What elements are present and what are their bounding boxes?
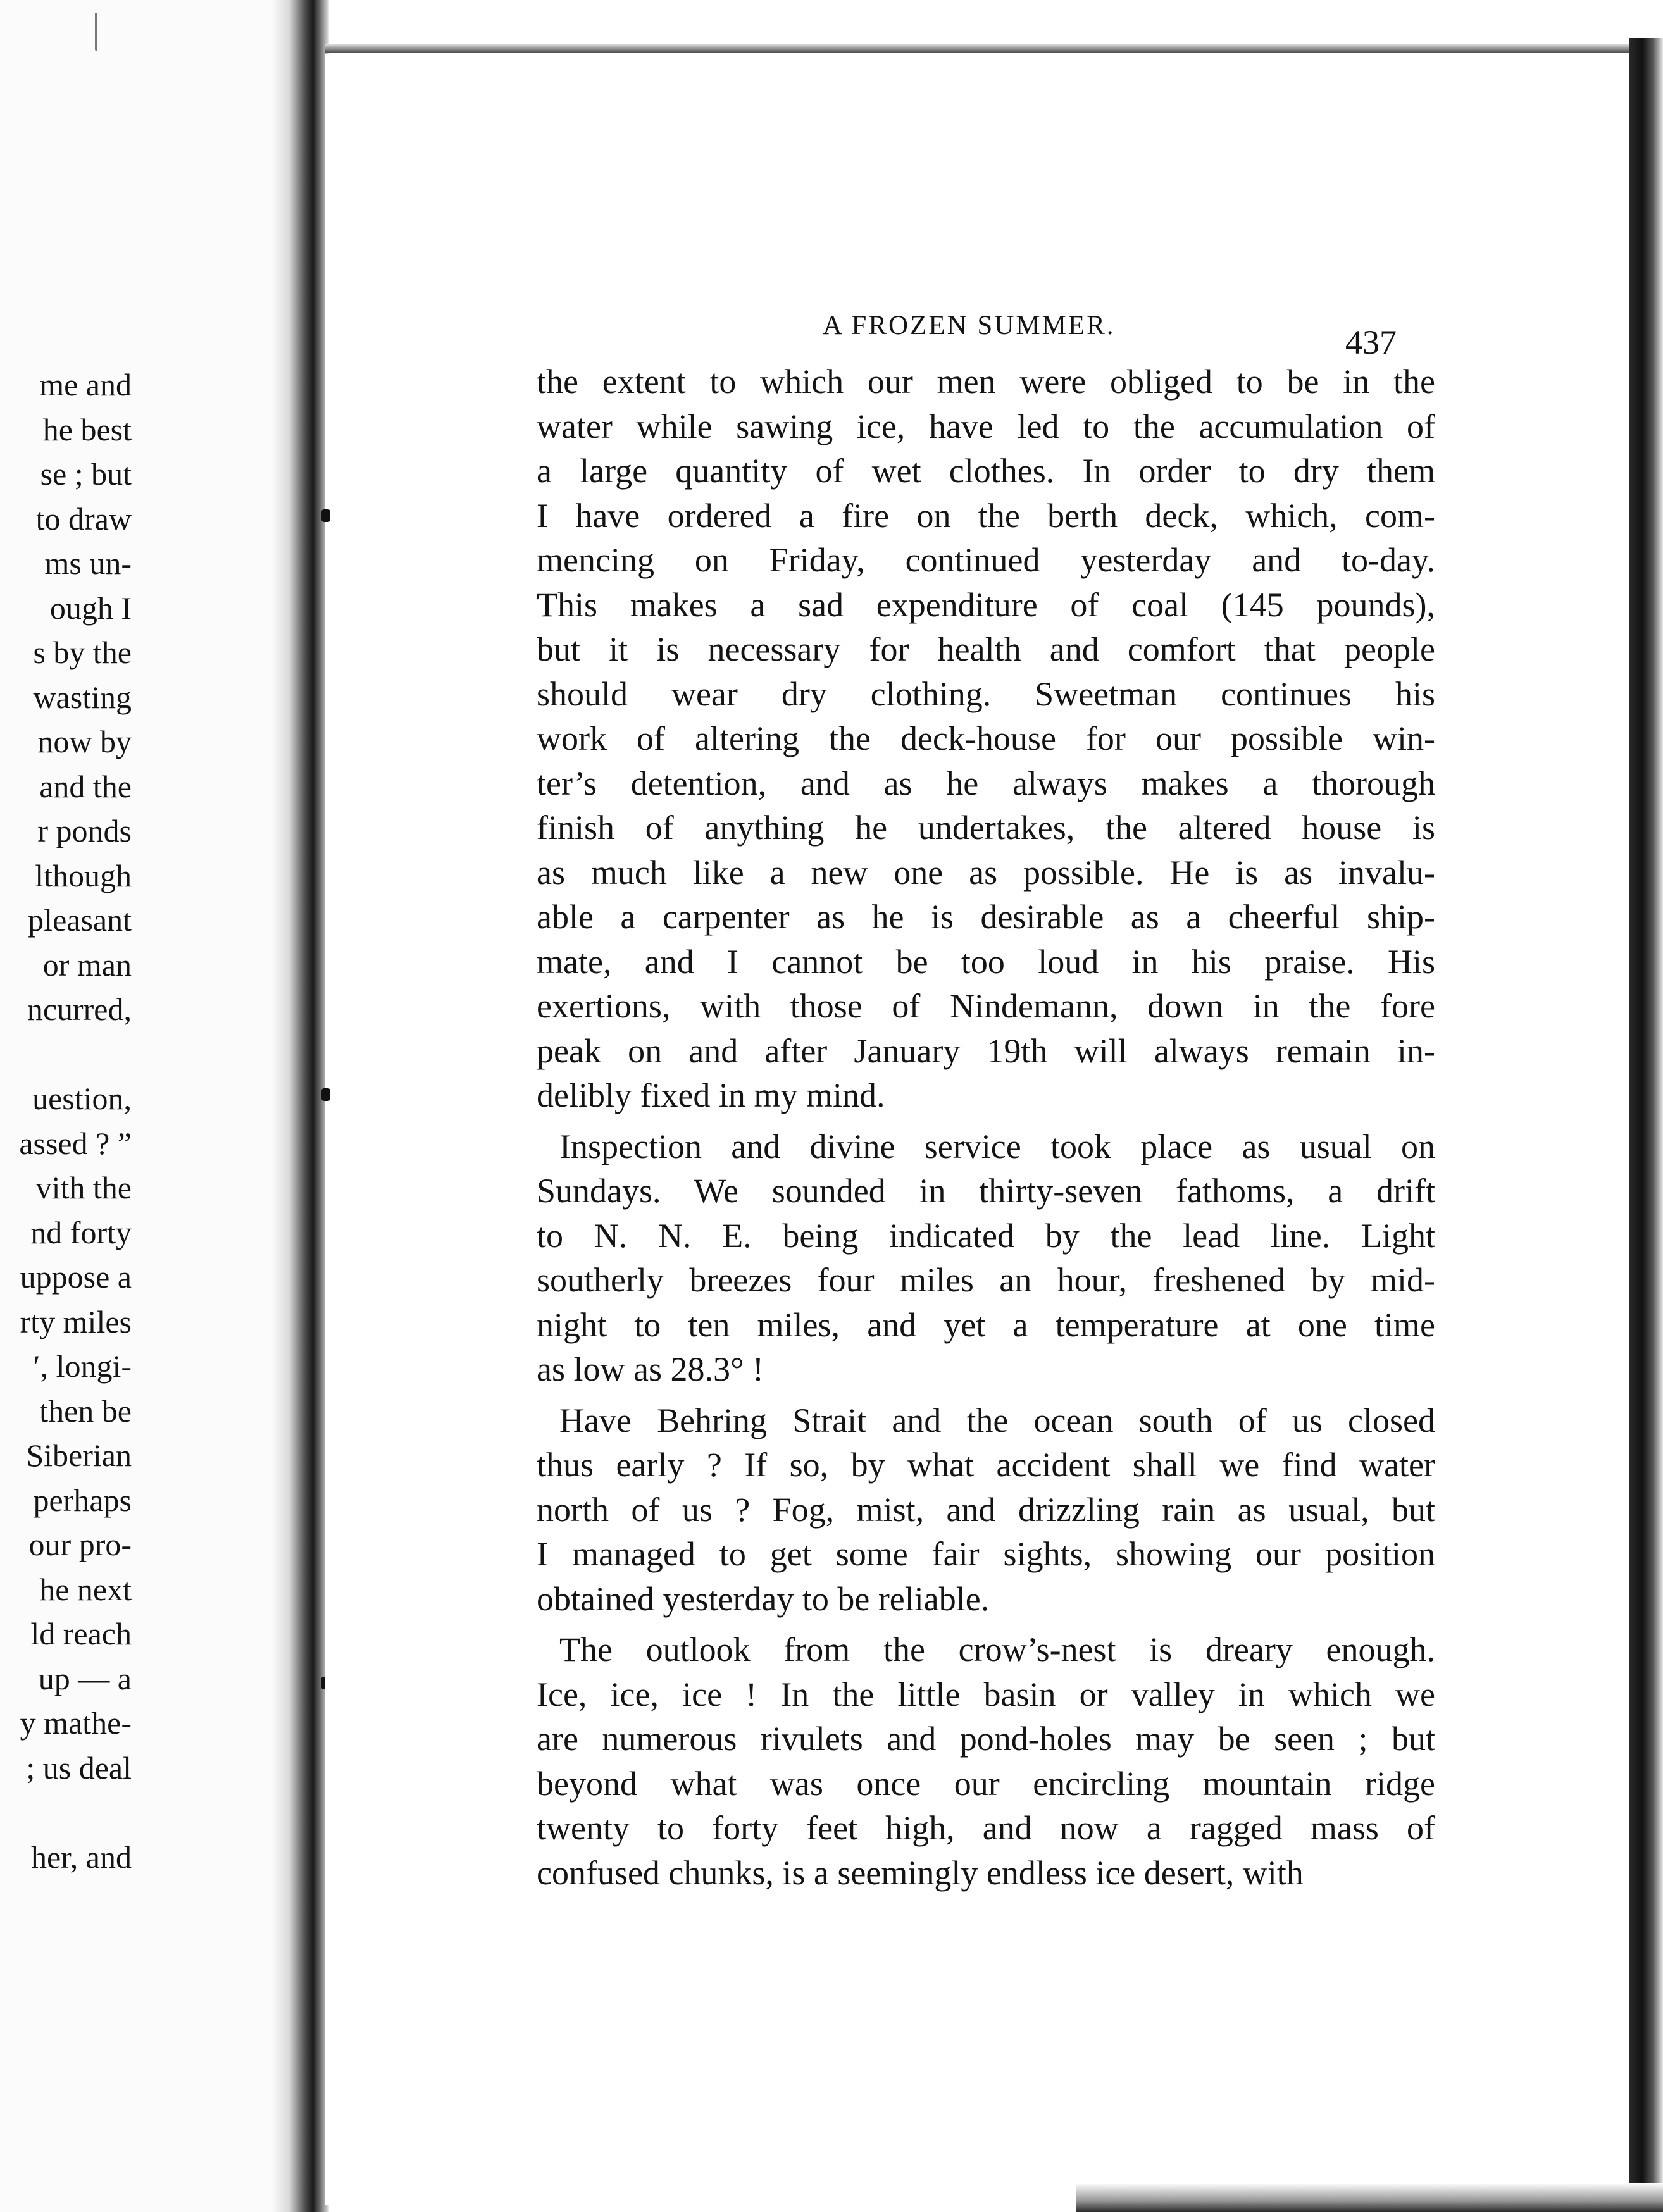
body-text [537,359,1435,1895]
text-line: The outlook from the crow’s-nest is dreary enough. [559,1631,1435,1668]
text-line: ter’s detention, and as he always makes a thorough [537,764,1435,802]
text-line: Ice, ice, ice ! In the little basin or valley in which we [537,1675,1435,1713]
left-page-line: our pro- [28,1527,132,1562]
text-line: delibly fixed in my mind. [537,1076,885,1114]
text-line: This makes a sad expenditure of coal (145 pounds), [537,585,1435,624]
left-page-line: ′, longi- [33,1348,132,1384]
left-page-line: he next [39,1571,132,1607]
text-line: as low as 28.3° ! [537,1350,764,1388]
left-page-line: me and [39,367,132,402]
left-page-line: assed ? ” [19,1125,132,1161]
left-page-line: y mathe- [20,1705,132,1741]
text-line: finish of anything he undertakes, the altered house is [537,809,1435,847]
left-facing-page [0,0,278,2212]
left-page-line: now by [37,724,132,759]
paragraph [537,1124,1435,1392]
left-page-line: then be [39,1393,132,1429]
text-line: Inspection and divine service took place as usual on [559,1127,1435,1165]
book-gutter [272,0,329,2212]
text-line: a large quantity of wet clothes. In order to dry them [537,452,1435,490]
paragraph [537,359,1435,1118]
text-line: southerly breezes four miles an hour, freshened by mid- [537,1261,1435,1299]
text-line: I managed to get some fair sights, showing our position [537,1535,1435,1573]
left-page-line: perhaps [33,1482,132,1518]
text-line: work of altering the deck-house for our possible win- [537,719,1435,757]
margin-mark [321,509,330,522]
text-line: to N. N. E. being indicated by the lead line. Light [537,1216,1435,1255]
margin-mark [321,1677,325,1689]
page-right-edge [1629,38,1663,2212]
text-line: Sundays. We sounded in thirty-seven fathoms, a drift [537,1172,1435,1210]
left-page-line: se ; but [40,456,132,492]
left-page-line: r ponds [37,813,132,848]
left-page-line: rty miles [20,1303,132,1339]
paragraph-gap [537,1118,1435,1124]
text-line: confused chunks, is a seemingly endless ice desert, with [537,1853,1304,1892]
left-page-mark [95,13,97,51]
text-line: Have Behring Strait and the ocean south of us closed [559,1401,1435,1439]
text-line: peak on and after January 19th will always remain in- [537,1031,1435,1070]
left-page-line: and the [39,768,132,804]
left-page-line: her, and [30,1839,132,1875]
text-line: are numerous rivulets and pond-holes may be seen ; but [537,1720,1435,1758]
left-page-line: he best [42,411,132,447]
left-page-line: ncurred, [27,991,132,1027]
text-line: twenty to forty feet high, and now a ragged mass of [537,1809,1435,1847]
left-page-line: nd forty [30,1214,132,1250]
left-page-line: Siberian [26,1438,132,1473]
paragraph [537,1398,1435,1622]
paragraph [537,1627,1435,1895]
left-page-line: vith the [35,1170,132,1205]
text-line: beyond what was once our encircling mountain ridge [537,1764,1435,1803]
text-line: thus early ? If so, by what accident shall we find water [537,1446,1435,1484]
left-page-line: up — a [38,1660,132,1696]
left-page-line: uppose a [20,1259,132,1295]
paragraph-gap [537,1621,1435,1627]
page-bottom-edge [1076,2183,1663,2212]
text-line: north of us ? Fog, mist, and drizzling rain as usual, but [537,1490,1435,1529]
text-line: able a carpenter as he is desirable as a cheerful ship- [537,898,1435,936]
left-page-line: wasting [33,679,132,715]
text-line: water while sawing ice, have led to the accumulation of [537,407,1435,445]
margin-mark [321,1088,330,1101]
page-top-edge [325,44,1635,53]
text-line: obtained yesterday to be reliable. [537,1579,990,1618]
page-number: 437 [1345,323,1397,361]
left-page-line: uestion, [32,1081,132,1116]
running-head: A FROZEN SUMMER. [823,311,1116,340]
left-page-line: or man [42,947,132,983]
left-page-line: s by the [33,635,132,670]
left-page-line: ms un- [44,545,132,581]
left-page-line: ough I [49,590,132,626]
text-line: the extent to which our men were obliged to be in the [537,363,1435,401]
left-page-line: ; us deal [26,1749,132,1786]
left-page-line: ld reach [30,1616,132,1651]
left-page-line: lthough [35,857,132,893]
left-page-line: to draw [35,500,132,537]
left-page-line: pleasant [28,902,132,938]
text-line: night to ten miles, and yet a temperature at one time [537,1305,1435,1344]
text-line: I have ordered a fire on the berth deck, which, com- [537,496,1435,535]
text-line: as much like a new one as possible. He is as invalu- [537,853,1435,892]
text-line: exertions, with those of Nindemann, down in the fore [537,987,1435,1025]
text-line: but it is necessary for health and comfort that people [537,630,1435,668]
text-line: mate, and I cannot be too loud in his praise. His [537,942,1435,981]
paragraph-gap [537,1392,1435,1398]
text-line: should wear dry clothing. Sweetman continues his [537,674,1435,713]
text-line: mencing on Friday, continued yesterday and to-day. [537,541,1435,579]
left-page-text [0,0,278,2212]
